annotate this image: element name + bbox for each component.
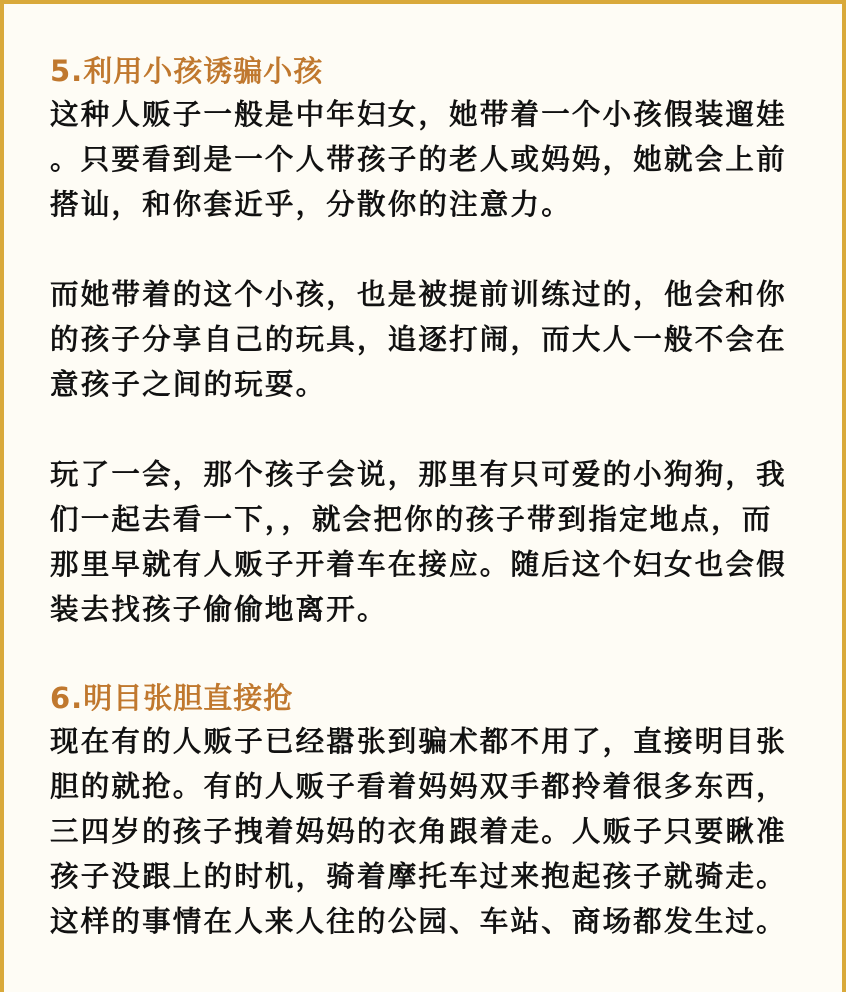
text-line: 胆的就抢。有的人贩子看着妈妈双手都拎着很多东西， [50, 770, 787, 803]
text-line: 现在有的人贩子已经嚣张到骗术都不用了，直接明目张 [50, 725, 787, 758]
paragraph [50, 719, 810, 944]
text-line: 玩了一会，那个孩子会说，那里有只可爱的小狗狗，我 [50, 458, 787, 491]
text-line: 意孩子之间的玩耍。 [50, 368, 327, 401]
text-line: 而她带着的这个小孩，也是被提前训练过的，他会和你 [50, 278, 787, 311]
paragraph [50, 272, 810, 407]
text-line: 这样的事情在人来人往的公园、车站、商场都发生过。 [50, 905, 787, 938]
text-line: 那里早就有人贩子开着车在接应。随后这个妇女也会假 [50, 548, 787, 581]
section-title-6: 6.明目张胆直接抢 [50, 681, 294, 715]
text-line: 。只要看到是一个人带孩子的老人或妈妈，她就会上前 [50, 143, 787, 176]
text-line: 三四岁的孩子拽着妈妈的衣角跟着走。人贩子只要瞅准 [50, 815, 787, 848]
text-line: 装去找孩子偷偷地离开。 [50, 593, 388, 626]
article-content [50, 50, 810, 944]
text-line: 搭讪，和你套近乎，分散你的注意力。 [50, 188, 572, 221]
text-line: 们一起去看一下，，就会把你的孩子带到指定地点，而 [50, 503, 773, 536]
paragraph [50, 92, 810, 227]
section-title-5: 5.利用小孩诱骗小孩 [50, 54, 324, 88]
text-line: 孩子没跟上的时机，骑着摩托车过来抱起孩子就骑走。 [50, 860, 787, 893]
text-line: 的孩子分享自己的玩具，追逐打闹，而大人一般不会在 [50, 323, 787, 356]
paragraph-spacer [50, 227, 810, 272]
text-line: 这种人贩子一般是中年妇女，她带着一个小孩假装遛娃 [50, 98, 787, 131]
paragraph-spacer [50, 407, 810, 452]
section-spacer [50, 632, 810, 677]
paragraph [50, 452, 810, 632]
